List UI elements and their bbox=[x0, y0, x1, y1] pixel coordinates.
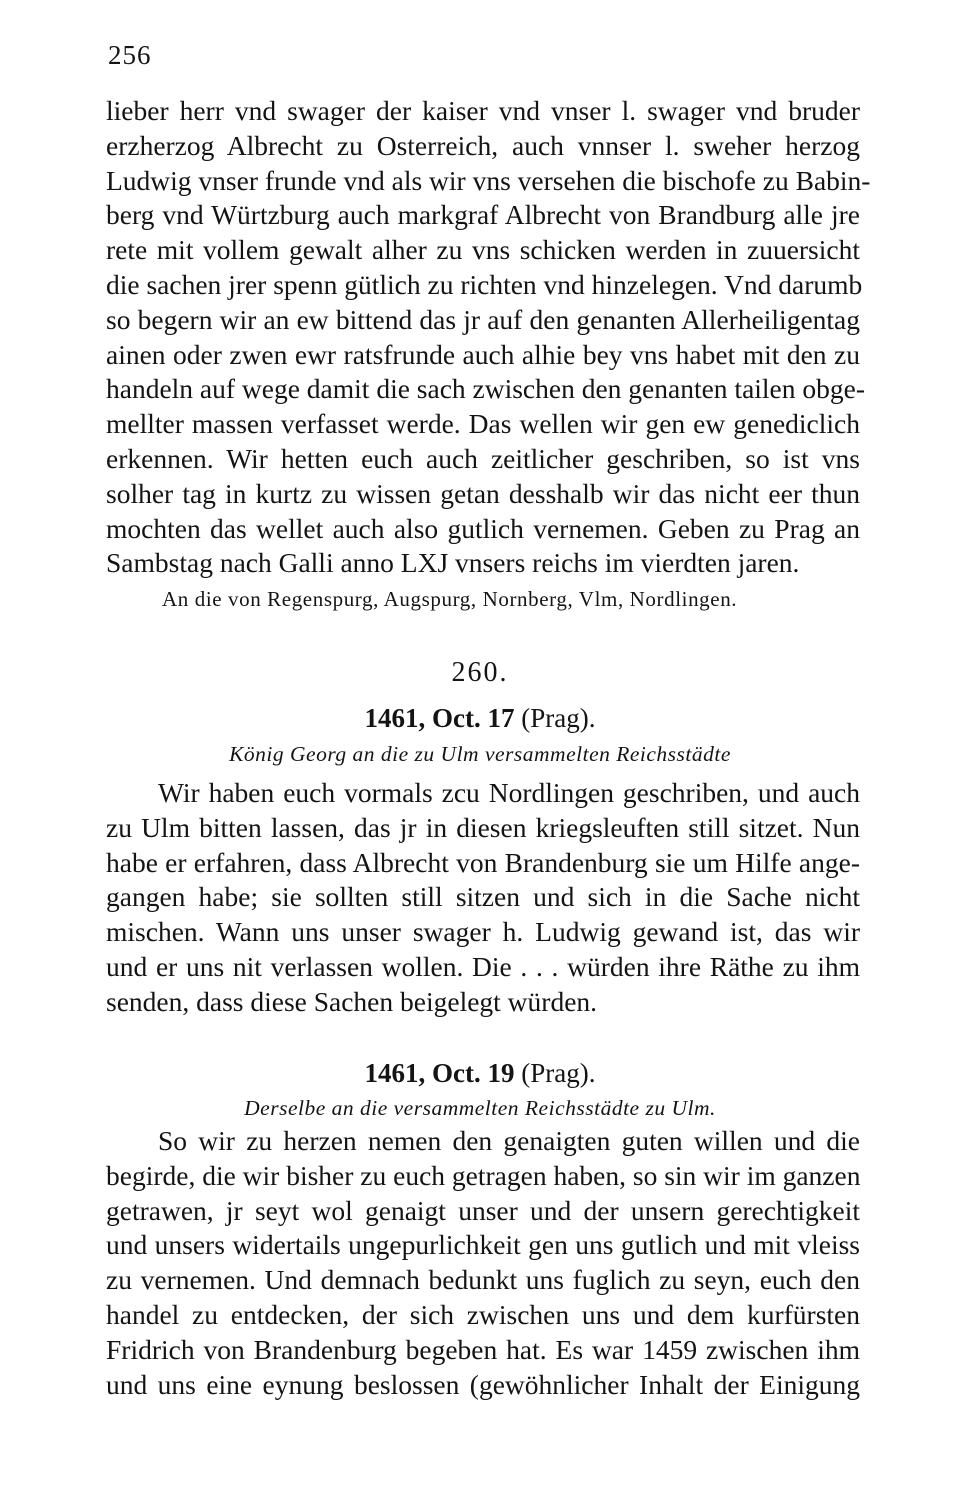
text-line: solher tag in kurtz zu wissen getan desshalb wir das nicht eer thun bbox=[106, 477, 860, 509]
text-line: ainen oder zwen ewr ratsfrunde auch alhie bey vns habet mit den zu bbox=[106, 338, 860, 370]
text-line: die sachen jrer spenn gütlich zu richten vnd hinzelegen. Vnd darumb bbox=[106, 268, 863, 300]
text-line: handeln auf wege damit die sach zwischen den genanten tailen obge- bbox=[106, 373, 866, 405]
continuation-text bbox=[106, 94, 871, 581]
text-line: rete mit vollem gewalt alher zu vns schicken werden in zuuersicht bbox=[106, 234, 860, 266]
text-line: habe er erfahren, dass Albrecht von Brandenburg sie um Hilfe ange- bbox=[106, 846, 860, 878]
text-line: Sambstag nach Galli anno LXJ vnsers reichs im vierdten jaren. bbox=[106, 547, 800, 579]
entry2-text bbox=[106, 1124, 860, 1402]
entry2-date-place: (Prag). bbox=[521, 1058, 596, 1088]
entry1-heading: König Georg an die zu Ulm versammelten Reichsstädte bbox=[229, 742, 731, 766]
text-line: und uns eine eynung beslossen (gewöhnlicher Inhalt der Einigung bbox=[106, 1368, 860, 1400]
entry1-date-bold: 1461, Oct. 17 bbox=[364, 703, 515, 733]
text-line: lieber herr vnd swager der kaiser vnd vnser l. swager vnd bruder bbox=[106, 95, 860, 126]
text-line: zu vernemen. Und demnach bedunkt uns fuglich zu seyn, euch den bbox=[106, 1264, 860, 1296]
text-line: gangen habe; sie sollten still sitzen und sich in die Sache nicht bbox=[106, 881, 860, 913]
entry2-date-bold: 1461, Oct. 19 bbox=[364, 1058, 515, 1088]
page-number: 256 bbox=[108, 40, 152, 70]
text-line: senden, dass diese Sachen beigelegt würden. bbox=[106, 985, 598, 1017]
text-line: erkennen. Wir hetten euch auch zeitlicher geschriben, so ist vns bbox=[106, 442, 860, 474]
text-line: Wir haben euch vormals zcu Nordlingen geschriben, und auch bbox=[158, 777, 860, 808]
text-line: Fridrich von Brandenburg begeben hat. Es war 1459 zwischen ihm bbox=[106, 1333, 860, 1365]
text-line: mochten das wellet auch also gutlich vernemen. Geben zu Prag an bbox=[106, 512, 860, 544]
text-line: Ludwig vnser frunde vnd als wir vns versehen die bischofe zu Babin- bbox=[106, 164, 871, 196]
text-line: So wir zu herzen nemen den genaigten guten willen und die bbox=[158, 1125, 860, 1156]
text-line: mischen. Wann uns unser swager h. Ludwig gewand ist, das wir bbox=[106, 916, 860, 948]
text-line: begirde, die wir bisher zu euch getragen haben, so sin wir im ganzen bbox=[106, 1159, 861, 1191]
entry1-text bbox=[106, 776, 860, 1020]
text-line: so begern wir an ew bittend das jr auf den genanten Allerheiligentag bbox=[106, 303, 860, 335]
text-line: zu Ulm bitten lassen, das jr in diesen kriegsleuften still sitzet. Nun bbox=[106, 811, 860, 843]
text-line: und unsers widertails ungepurlichkeit gen uns gutlich und mit vleiss bbox=[106, 1229, 860, 1261]
text-line: getrawen, jr seyt wol genaigt unser und der unsern gerechtigkeit bbox=[106, 1194, 860, 1226]
entry1-date-place: (Prag). bbox=[521, 703, 596, 733]
text-line: handel zu entdecken, der sich zwischen uns und dem kurfürsten bbox=[106, 1298, 860, 1330]
text-line: mellter massen verfasset werde. Das wellen wir gen ew genediclich bbox=[106, 408, 860, 440]
text-line: berg vnd Würtzburg auch markgraf Albrecht von Brandburg alle jre bbox=[106, 199, 860, 231]
entry2-heading: Derselbe an die versammelten Reichsstädte zu Ulm. bbox=[244, 1096, 716, 1120]
addressee-line: An die von Regenspurg, Augspurg, Nornberg, Vlm, Nordlingen. bbox=[162, 587, 738, 611]
text-line: erzherzog Albrecht zu Osterreich, auch vnnser l. sweher herzog bbox=[106, 129, 860, 161]
text-line: und er uns nit verlassen wollen. Die . . . würden ihre Räthe zu ihm bbox=[106, 950, 860, 982]
entry2-date bbox=[0, 1058, 960, 1089]
entry1-date bbox=[0, 703, 960, 734]
document-number: 260. bbox=[451, 657, 509, 688]
